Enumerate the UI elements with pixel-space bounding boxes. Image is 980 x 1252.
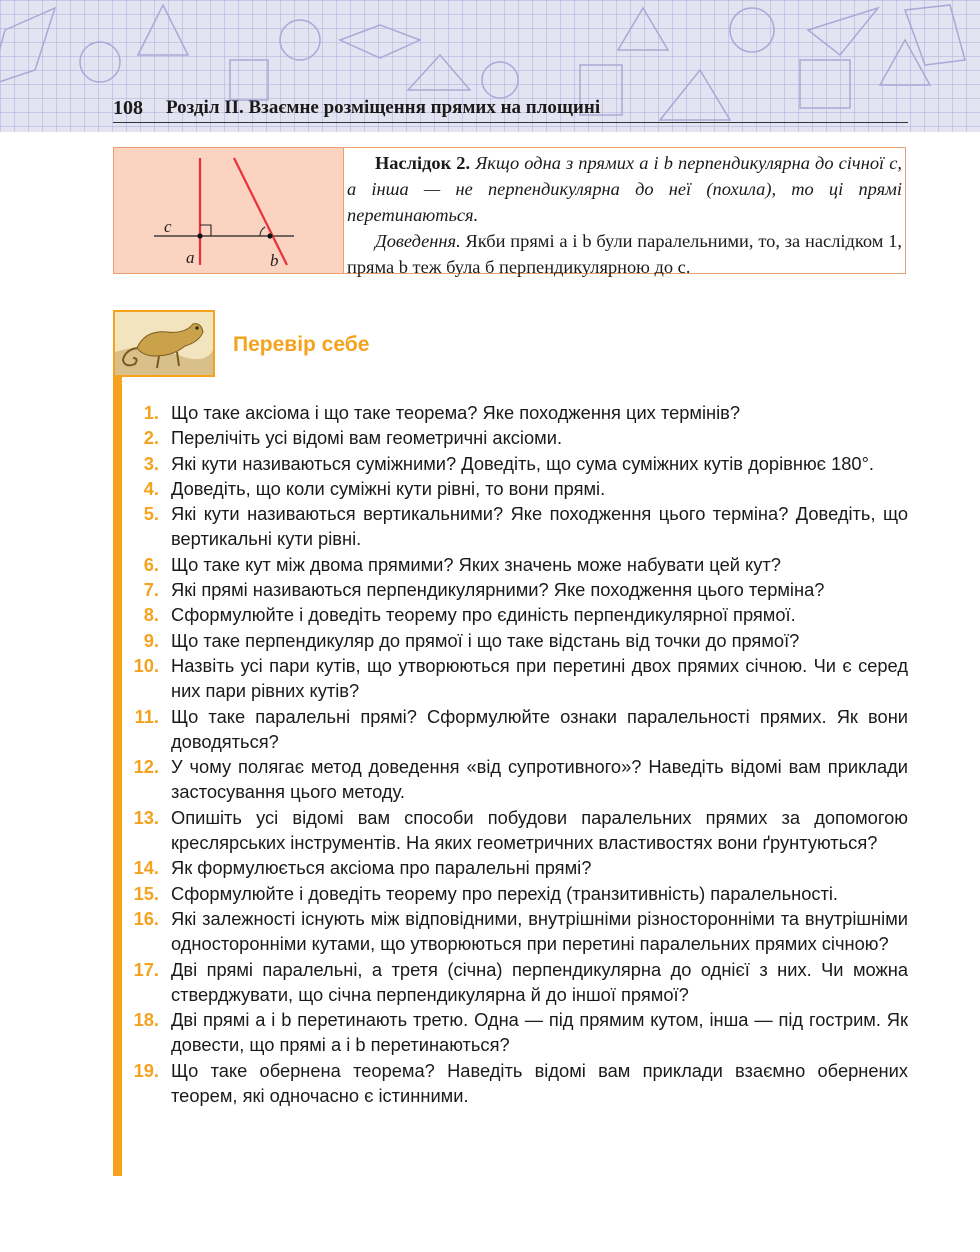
question-text: Які прямі називаються перпендикулярними? Яке походження цього терміна? (171, 579, 825, 601)
question-item (128, 1058, 908, 1109)
question-text: Назвіть усі пари кутів, що утворюються при перетині двох прямих січною. Чи є серед них пари рівних кутів? (171, 654, 908, 702)
corollary-statement: Якщо одна з прямих a і b перпендикулярна до січної c, а інша — не перпендикулярна до неї (похила), то ці прямі перетинаються. (347, 153, 902, 225)
question-text: Які кути називаються вертикальними? Яке походження цього терміна? Доведіть, що вертикальні кути рівні. (171, 503, 908, 550)
question-text: Дві прямі паралельні, а третя (січна) перпендикулярна до однієї з них. Чи можна стверджувати, що січна перпендикулярна й до іншої прямої? (171, 958, 908, 1005)
question-item (128, 628, 908, 653)
perpendicular-lines-diagram (114, 148, 343, 273)
question-item (128, 577, 908, 602)
question-number: 10. (133, 654, 159, 676)
corollary-text (347, 150, 902, 280)
question-number: 9. (143, 629, 159, 651)
corollary-figure (114, 148, 344, 273)
question-text: У чому полягає метод доведення «від супротивного»? Наведіть відомі вам приклади застосування цього методу. (171, 756, 908, 803)
question-item (128, 704, 908, 755)
question-text: Що таке паралельні прямі? Сформулюйте ознаки паралельності прямих. Як вони доводяться? (171, 705, 908, 752)
question-item (128, 501, 908, 552)
chameleon-icon (113, 310, 215, 377)
header-divider (113, 122, 908, 123)
question-number: 16. (133, 907, 159, 929)
question-number: 6. (143, 553, 159, 575)
question-text: Сформулюйте і доведіть теорему про єдиність перпендикулярної прямої. (171, 604, 796, 626)
question-text: Що таке обернена теорема? Наведіть відомі вам приклади взаємно обернених теорем, які одночасно є істинними. (171, 1059, 908, 1107)
question-text: Що таке перпендикуляр до прямої і що таке відстань від точки до прямої? (171, 629, 800, 651)
check-yourself-title: Перевір себе (233, 333, 370, 356)
question-number: 8. (143, 604, 159, 626)
check-yourself-bar (113, 310, 122, 1176)
question-number: 12. (133, 756, 159, 778)
question-item (128, 855, 908, 880)
question-number: 3. (143, 452, 159, 474)
question-item (128, 400, 908, 425)
question-number: 19. (133, 1059, 159, 1081)
question-number: 14. (133, 857, 159, 879)
page-number: 108 (113, 97, 143, 119)
question-text: Які залежності існують між відповідними, внутрішніми різносторонніми та внутрішніми односторонніми кутами, що утворюються при перетині паралельних прямих січною? (171, 907, 908, 955)
proof-text: Якби прямі a і b були паралельними, то, за наслідком 1, пряма b теж була б перпендикулярною до c. (347, 231, 902, 277)
question-number: 13. (133, 806, 159, 828)
label-b: b (270, 251, 279, 270)
proof-label: Доведення. (375, 231, 461, 251)
label-a: a (186, 248, 195, 267)
question-number: 15. (133, 882, 159, 904)
question-item (128, 602, 908, 627)
question-number: 5. (143, 503, 159, 525)
label-c: c (164, 217, 172, 236)
questions-list (128, 400, 908, 1108)
question-item (128, 906, 908, 957)
question-item (128, 754, 908, 805)
question-number: 1. (143, 402, 159, 423)
question-text: Перелічіть усі відомі вам геометричні аксіоми. (171, 427, 563, 449)
question-text: Що таке аксіома і що таке теорема? Яке походження цих термінів? (171, 402, 741, 423)
question-text: Дві прямі a і b перетинають третю. Одна — під прямим кутом, інша — під гострим. Як довести, що прямі a і b перетинаються? (171, 1009, 908, 1056)
question-number: 2. (143, 427, 159, 449)
corollary-box (113, 147, 906, 277)
question-item (128, 957, 908, 1008)
question-text: Які кути називаються суміжними? Доведіть, що сума суміжних кутів дорівнює 180°. (171, 452, 874, 474)
question-item (128, 1007, 908, 1058)
question-item (128, 451, 908, 476)
question-item (128, 805, 908, 856)
question-item (128, 425, 908, 450)
question-number: 17. (133, 958, 159, 980)
question-item (128, 881, 908, 906)
question-text: Що таке кут між двома прямими? Яких значень може набувати цей кут? (171, 553, 781, 575)
question-text: Сформулюйте і доведіть теорему про перехід (транзитивність) паралельності. (171, 882, 839, 904)
corollary-statement-paragraph (347, 150, 902, 228)
question-text: Як формулюється аксіома про паралельні прямі? (171, 857, 592, 879)
question-number: 11. (134, 705, 159, 727)
proof-paragraph (347, 228, 902, 280)
question-number: 18. (133, 1009, 159, 1031)
corollary-title: Наслідок 2. (375, 153, 471, 173)
question-number: 7. (143, 579, 159, 601)
question-number: 4. (143, 477, 159, 499)
question-text: Опишіть усі відомі вам способи побудови паралельних прямих за допомогою креслярських інструментів. На яких геометричних властивостях вони ґрунтуються? (171, 806, 908, 854)
question-item (128, 476, 908, 501)
question-text: Доведіть, що коли суміжні кути рівні, то вони прямі. (171, 477, 606, 499)
question-item (128, 653, 908, 704)
section-title: Розділ ІІ. Взаємне розміщення прямих на площині (166, 97, 601, 118)
question-item (128, 552, 908, 577)
